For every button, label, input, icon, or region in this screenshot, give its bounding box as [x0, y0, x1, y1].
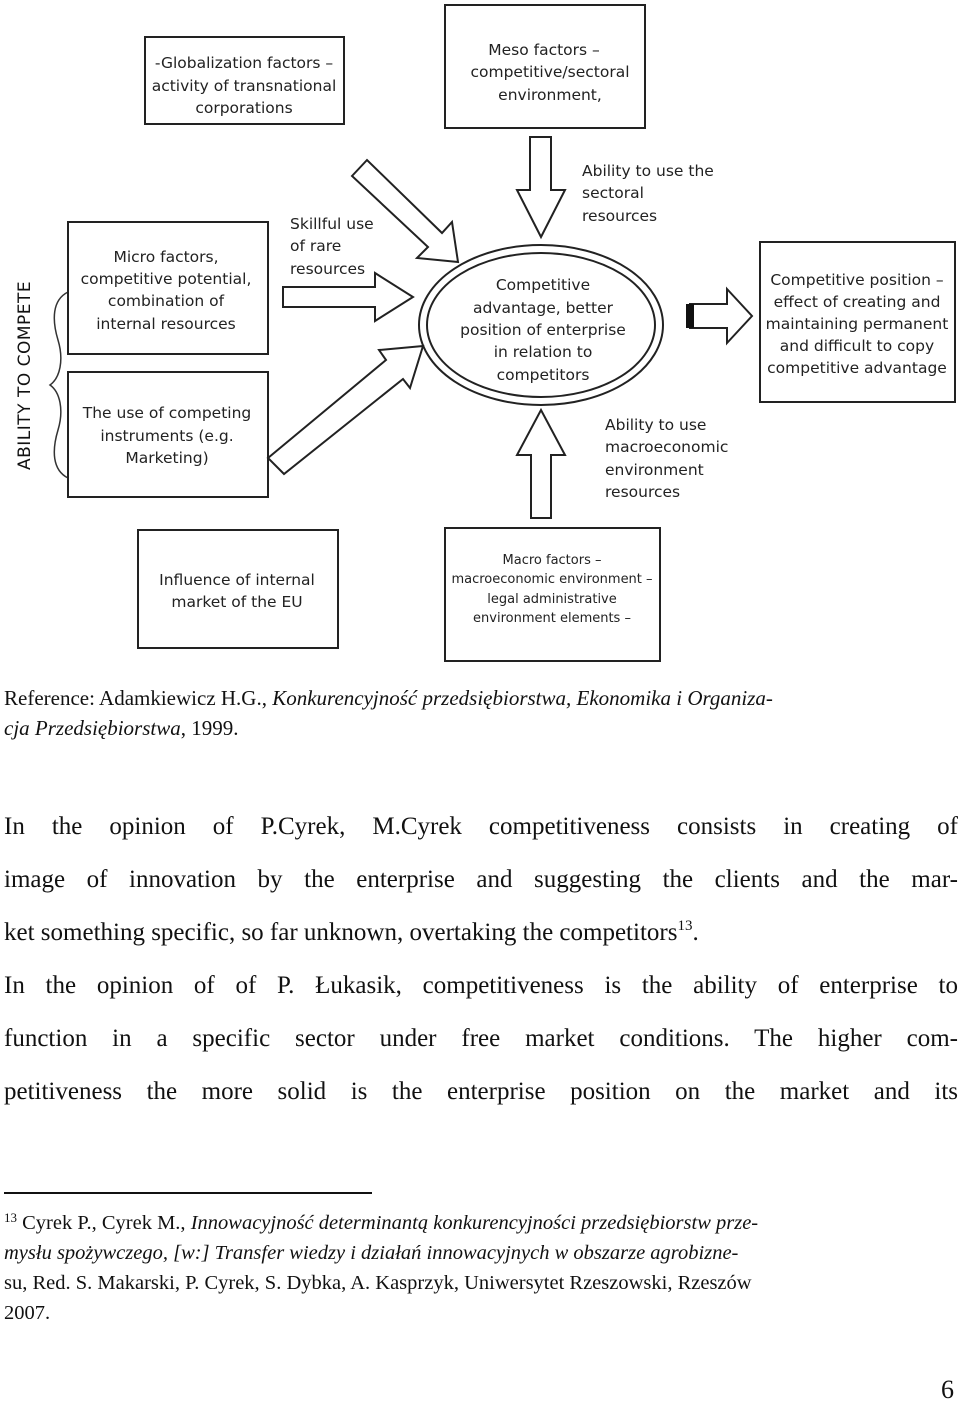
paragraph-line-3-text: ket something specific, so far unknown, overtaking the competitors — [4, 919, 678, 946]
micro-box — [68, 222, 268, 354]
footnote — [4, 1208, 954, 1328]
position-line-3: maintaining permanent — [765, 315, 949, 333]
globalization-line-1: -Globalization factors – — [154, 54, 334, 72]
macro-line-3: legal administrative — [487, 592, 617, 607]
eu-line-1: Influence of internal — [159, 571, 315, 589]
competitive-advantage-ellipse — [419, 245, 663, 405]
rare-resources-line-3: resources — [290, 260, 366, 278]
instruments-line-3: Marketing) — [125, 449, 209, 467]
position-line-5: competitive advantage — [767, 359, 947, 377]
page-number: 6 — [941, 1375, 954, 1404]
paragraph-line-3 — [4, 906, 958, 959]
macro-resources-line-3: environment — [605, 461, 704, 479]
footnote-authors: Cyrek P., Cyrek M., — [17, 1212, 191, 1234]
footnote-rule — [4, 1192, 372, 1194]
footnote-number: 13 — [4, 1210, 17, 1225]
paragraph-line-6: petitiveness the more solid is the enterprise position on the market and its — [4, 1078, 958, 1105]
macro-line-4: environment elements – — [473, 611, 631, 626]
paragraph-line-3-end: . — [692, 919, 699, 946]
paragraph-line-2: image of innovation by the enterprise and suggesting the clients and the mar- — [4, 866, 958, 893]
macro-box — [445, 528, 660, 661]
footnote-title-2: mysłu spożywczego, [w:] Transfer wiedzy i działań innowacyjnych w obszarze agrobizne- — [4, 1242, 739, 1264]
center-line-1: Competitive — [495, 276, 591, 294]
arrow-macro — [517, 410, 565, 518]
footnote-line-1 — [4, 1208, 954, 1238]
eu-box — [138, 530, 338, 648]
center-line-4: in relation to — [493, 343, 593, 361]
body-paragraph — [4, 800, 958, 1118]
rare-resources-line-2: of rare — [290, 237, 342, 255]
arrow-micro — [283, 273, 413, 321]
footnote-line-2 — [4, 1238, 954, 1268]
macro-resources-line-1: Ability to use — [605, 416, 707, 434]
sectoral-resources-line-2: sectoral — [582, 184, 644, 202]
position-line-1: Competitive position – — [770, 271, 944, 289]
footnote-line-4: 2007. — [4, 1302, 51, 1324]
paragraph-line-4: In the opinion of of P. Łukasik, competitiveness is the ability of enterprise to — [4, 972, 958, 999]
micro-line-3: combination of — [107, 292, 225, 310]
ability-to-compete-label: ABILITY TO COMPETE — [15, 280, 35, 470]
arrow-instruments — [268, 346, 423, 474]
instruments-box — [68, 372, 268, 497]
footnote-ref[interactable]: 13 — [677, 918, 693, 934]
globalization-line-2: activity of transnational — [151, 77, 337, 95]
globalization-line-3: corporations — [195, 99, 293, 117]
position-line-4: and difficult to copy — [779, 337, 935, 355]
macro-line-2: macroeconomic environment – — [451, 572, 653, 587]
footnote-line-3: su, Red. S. Makarski, P. Cyrek, S. Dybka, A. Kasprzyk, Uniwersytet Rzeszowski, Rzeszów — [4, 1272, 752, 1294]
globalization-box — [145, 37, 344, 124]
figure-reference — [4, 683, 956, 743]
arrow-to-position — [686, 289, 752, 343]
macro-line-1: Macro factors – — [502, 553, 602, 568]
center-line-3: position of enterprise — [460, 321, 626, 339]
position-line-2: effect of creating and — [773, 293, 941, 311]
sectoral-resources-line-1: Ability to use the — [582, 162, 714, 180]
meso-line-2: competitive/sectoral — [470, 63, 630, 81]
arrow-meso — [517, 137, 565, 237]
eu-line-2: market of the EU — [171, 593, 303, 611]
macro-resources-line-2: macroeconomic — [605, 438, 729, 456]
meso-line-1: Meso factors – — [488, 41, 600, 59]
competitive-position-box — [760, 242, 955, 402]
center-line-2: advantage, better — [472, 299, 614, 317]
meso-line-3: environment, — [498, 86, 602, 104]
left-brace — [50, 292, 68, 478]
micro-line-1: Micro factors, — [113, 248, 219, 266]
micro-line-4: internal resources — [96, 315, 236, 333]
sectoral-resources-line-3: resources — [582, 207, 658, 225]
center-line-5: competitors — [496, 366, 590, 384]
arrow-globalization — [352, 160, 458, 262]
footnote-title-1: Innowacyjność determinantą konkurencyjności przedsiębiorstw prze- — [190, 1212, 759, 1234]
caption-title-cont: cja Przedsiębiorstwa — [4, 716, 181, 740]
instruments-line-2: instruments (e.g. — [100, 427, 234, 445]
rare-resources-line-1: Skillful use — [290, 215, 374, 233]
caption-year: , 1999. — [180, 716, 239, 740]
instruments-line-1: The use of competing — [82, 404, 252, 422]
competitiveness-diagram — [0, 0, 960, 670]
caption-prefix: Reference: Adamkiewicz H.G., — [4, 686, 273, 710]
paragraph-line-5: function in a specific sector under free market conditions. The higher com- — [4, 1025, 958, 1052]
macro-resources-line-4: resources — [605, 483, 681, 501]
meso-box — [445, 5, 645, 128]
micro-line-2: competitive potential, — [80, 270, 252, 288]
paragraph-line-1: In the opinion of P.Cyrek, M.Cyrek competitiveness consists in creating of — [4, 813, 958, 840]
caption-title: Konkurencyjność przedsiębiorstwa, Ekonomika i Organiza- — [272, 686, 773, 710]
